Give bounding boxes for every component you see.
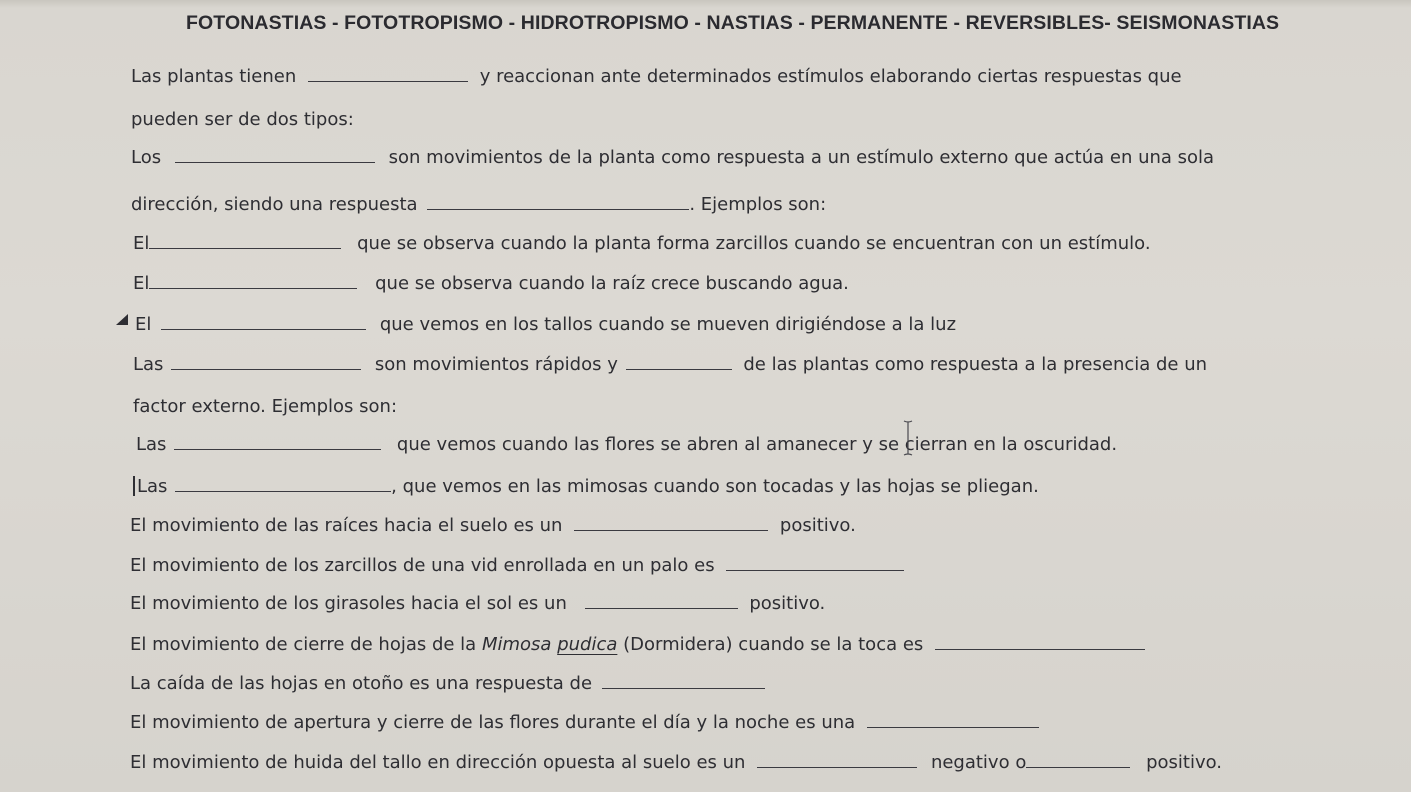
answer-blank[interactable] <box>161 315 366 330</box>
text: , que vemos en las mimosas cuando son tocadas y las hojas se pliegan. <box>391 476 1039 497</box>
text: positivo. <box>749 593 826 614</box>
sentence-13 <box>130 555 904 576</box>
sentence-10 <box>136 434 1117 455</box>
text: El <box>133 273 150 294</box>
sentence-14 <box>130 593 825 614</box>
sentence-2 <box>131 109 354 130</box>
text: Las plantas tienen <box>131 66 297 87</box>
text: negativo o <box>930 752 1027 773</box>
text: . Ejemplos son: <box>689 194 827 215</box>
text: Los <box>131 147 162 168</box>
answer-blank[interactable] <box>175 477 391 492</box>
sentence-15 <box>130 634 1145 655</box>
text: y reaccionan ante determinados estímulos elaborando ciertas respuestas que <box>479 66 1182 87</box>
text: que vemos cuando las flores se abren al amanecer y se cierran en la oscuridad. <box>396 434 1118 455</box>
answer-blank[interactable] <box>149 234 341 249</box>
text: El movimiento de los girasoles hacia el sol es un <box>130 593 567 614</box>
text: El <box>135 314 152 335</box>
text: Las <box>136 434 167 455</box>
page-top-edge <box>0 0 1411 8</box>
sentence-12 <box>130 515 856 536</box>
species-name: pudica <box>557 634 618 655</box>
text: que se observa cuando la raíz crece buscando agua. <box>375 273 849 294</box>
answer-blank[interactable] <box>1026 753 1130 768</box>
text: El movimiento de las raíces hacia el suelo es un <box>130 515 563 536</box>
text-cursor-icon <box>903 420 913 456</box>
answer-blank[interactable] <box>175 148 375 163</box>
answer-blank[interactable] <box>574 516 768 531</box>
sentence-8 <box>133 354 1207 375</box>
answer-blank[interactable] <box>935 635 1145 650</box>
text: pueden ser de dos tipos: <box>131 109 354 130</box>
sentence-6 <box>133 273 849 294</box>
triangle-marker-icon <box>116 314 128 325</box>
sentence-5 <box>133 233 1151 254</box>
sentence-9 <box>133 396 397 417</box>
word-bank-title: FOTONASTIAS - FOTOTROPISMO - HIDROTROPISMO - NASTIAS - PERMANENTE - REVERSIBLES- SEISMONASTIAS <box>186 12 1280 34</box>
sentence-11 <box>137 476 1039 497</box>
text: que se observa cuando la planta forma zarcillos cuando se encuentran con un estímulo. <box>357 233 1151 254</box>
answer-blank[interactable] <box>308 67 468 82</box>
species-name: Mimosa <box>481 634 552 655</box>
answer-blank[interactable] <box>602 674 765 689</box>
text: son movimientos de la planta como respuesta a un estímulo externo que actúa en una sola <box>388 147 1215 168</box>
text: El movimiento de cierre de hojas de la <box>130 634 477 655</box>
text-caret <box>133 476 135 496</box>
answer-blank[interactable] <box>726 556 904 571</box>
answer-blank[interactable] <box>174 435 381 450</box>
answer-blank[interactable] <box>149 274 357 289</box>
text: El movimiento de apertura y cierre de las flores durante el día y la noche es una <box>130 712 856 733</box>
text: El movimiento de huida del tallo en dirección opuesta al suelo es un <box>130 752 746 773</box>
answer-blank[interactable] <box>867 713 1039 728</box>
text: factor externo. Ejemplos son: <box>133 396 398 417</box>
sentence-18 <box>130 752 1222 773</box>
answer-blank[interactable] <box>757 753 917 768</box>
answer-blank[interactable] <box>427 195 689 210</box>
text: El <box>133 233 150 254</box>
text: son movimientos rápidos y <box>374 354 618 375</box>
answer-blank[interactable] <box>626 355 732 370</box>
answer-blank[interactable] <box>585 594 738 609</box>
sentence-4 <box>131 194 826 215</box>
text: (Dormidera) cuando se la toca es <box>623 634 924 655</box>
sentence-7 <box>135 314 956 335</box>
text: dirección, siendo una respuesta <box>131 194 418 215</box>
sentence-1 <box>131 66 1182 87</box>
sentence-16 <box>130 673 765 694</box>
text: que vemos en los tallos cuando se mueven dirigiéndose a la luz <box>379 314 957 335</box>
sentence-17 <box>130 712 1039 733</box>
text: positivo. <box>779 515 856 536</box>
text: El movimiento de los zarcillos de una vid enrollada en un palo es <box>130 555 715 576</box>
text: de las plantas como respuesta a la presencia de un <box>743 354 1208 375</box>
sentence-3 <box>131 147 1214 168</box>
text: Las <box>137 476 168 497</box>
text: positivo. <box>1146 752 1223 773</box>
text: Las <box>133 354 164 375</box>
text: La caída de las hojas en otoño es una respuesta de <box>130 673 593 694</box>
answer-blank[interactable] <box>171 355 361 370</box>
